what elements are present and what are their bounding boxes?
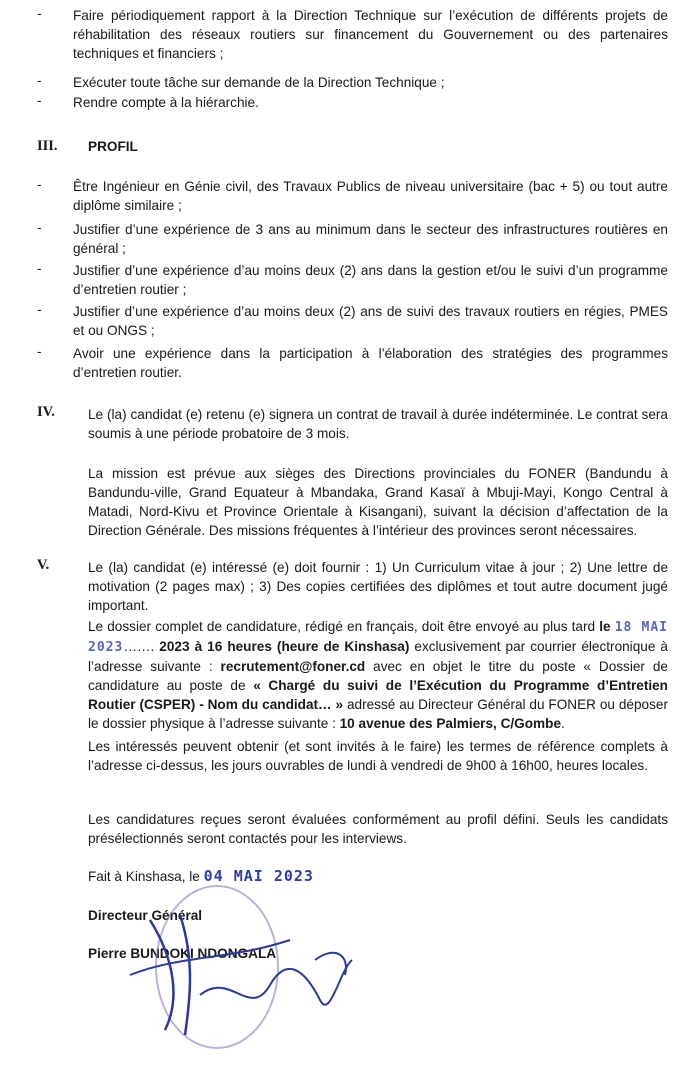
signatory-name: Pierre BUNDOKI NDONGALA [88, 946, 277, 961]
date-stamp: 04 MAI 2023 [203, 867, 314, 885]
bullet-text: Rendre compte à la hiérarchie. [73, 95, 259, 110]
list-item: - Avoir une expérience dans la participation à l’élaboration des stratégies des programmes d’entretien routier. [37, 344, 668, 380]
office-address: 10 avenue des Palmiers, C/Gombe [339, 716, 562, 731]
list-item: - Justifier d’une expérience d’au moins deux (2) ans de suivi des travaux routiers en régies, PMES et ou ONGS ; [37, 302, 668, 338]
paragraph: Le (la) candidat (e) intéressé (e) doit fournir : 1) Un Curriculum vitae à jour ; 2) Une lettre de motivation (2 pages max) ; 3) Des copies certifiées des diplômes et tout autre document jugé important. [88, 560, 668, 613]
section-number: III. [37, 138, 58, 154]
paragraph: Le dossier complet de candidature, rédigé en français, doit être envoyé au plus tard le 18 MAI 2023……. 2023 à 16 heures (heure de Kinshasa) exclusivement par courrier électronique à l’adresse suivante : recrutement@foner.cd avec en objet le titre du poste « Dossier de candidature au poste de « Chargé du suivi de l’Exécution du Programme d’Entretien Routier (CSPER) - Nom du candidat… » adressé au Directeur Général du FONER ou déposer le dossier physique à l’adresse suivante : 10 avenue des Palmiers, C/Gombe. [88, 619, 668, 731]
list-item: - Faire périodiquement rapport à la Direction Technique sur l’exécution de différents projets de réhabilitation des réseaux routiers sur financement du Gouvernement ou des partenaires techniques et financiers ; [37, 6, 668, 61]
closing-place-date: Fait à Kinshasa, le 04 MAI 2023 [88, 867, 314, 885]
paragraph: Les candidatures reçues seront évaluées conformément au profil défini. Seuls les candidats présélectionnés seront contactés pour les interviews. [88, 812, 668, 846]
bullet-text: Faire périodiquement rapport à la Direction Technique sur l’exécution de différents projets de réhabilitation des réseaux routiers sur financement du Gouvernement ou des partenaires techniques et financiers ; [73, 8, 668, 61]
paragraph: Les intéressés peuvent obtenir (et sont invités à le faire) les termes de référence complets à l’adresse ci-dessus, les jours ouvrables de lundi à vendredi de 9h00 à 16h00, heures locales. [88, 739, 668, 773]
bullet-text: Exécuter toute tâche sur demande de la Direction Technique ; [73, 75, 445, 90]
list-item: - Exécuter toute tâche sur demande de la Direction Technique ; [37, 73, 668, 92]
section-title: PROFIL [88, 139, 138, 154]
paragraph: Le (la) candidat (e) retenu (e) signera un contrat de travail à durée indéterminée. Le contrat sera soumis à une période probatoire de 3 mois. [88, 407, 668, 441]
bullet-text: Justifier d’une expérience d’au moins deux (2) ans dans la gestion et/ou le suivi d’un programme d’entretien routier ; [73, 263, 668, 297]
signatory-title: Directeur Général [88, 908, 203, 923]
email-address: recrutement@foner.cd [220, 659, 366, 674]
list-item: - Rendre compte à la hiérarchie. [37, 93, 668, 112]
bullet-text: Être Ingénieur en Génie civil, des Travaux Publics de niveau universitaire (bac + 5) ou tout autre diplôme similaire ; [73, 179, 668, 213]
section-number: V. [37, 557, 50, 573]
paragraph: La mission est prévue aux sièges des Directions provinciales du FONER (Bandundu à Bandundu-ville, Grand Equateur à Mbandaka, Grand Kasaï à Mbuji-Mayi, Kongo Central à Matadi, Nord-Kivu et Province Orientale à Kisangani), suivant la décision d’affectation de la Direction Générale. Des missions fréquentes à l’intérieur des provinces seront nécessaires. [88, 466, 668, 538]
bullet-text: Justifier d’une expérience d’au moins deux (2) ans de suivi des travaux routiers en régies, PMES et ou ONGS ; [73, 304, 668, 338]
bullet-text: Avoir une expérience dans la participation à l’élaboration des stratégies des programmes d’entretien routier. [73, 346, 668, 380]
position-title: « Chargé du suivi de l’Exécution du Programme d’Entretien Routier (CSPER) - Nom du candidat… » [88, 678, 668, 712]
handwritten-signature-icon [120, 900, 360, 1040]
deadline-stamp: 18 MAI 2023 [88, 620, 668, 655]
bullet-text: Justifier d’une expérience de 3 ans au minimum dans le secteur des infrastructures routières en général ; [73, 222, 668, 256]
list-item: - Justifier d’une expérience d’au moins deux (2) ans dans la gestion et/ou le suivi d’un programme d’entretien routier ; [37, 261, 668, 297]
section-number: IV. [37, 404, 55, 420]
list-item: - Être Ingénieur en Génie civil, des Travaux Publics de niveau universitaire (bac + 5) ou tout autre diplôme similaire ; [37, 177, 668, 213]
list-item: - Justifier d’une expérience de 3 ans au minimum dans le secteur des infrastructures routières en général ; [37, 220, 668, 256]
